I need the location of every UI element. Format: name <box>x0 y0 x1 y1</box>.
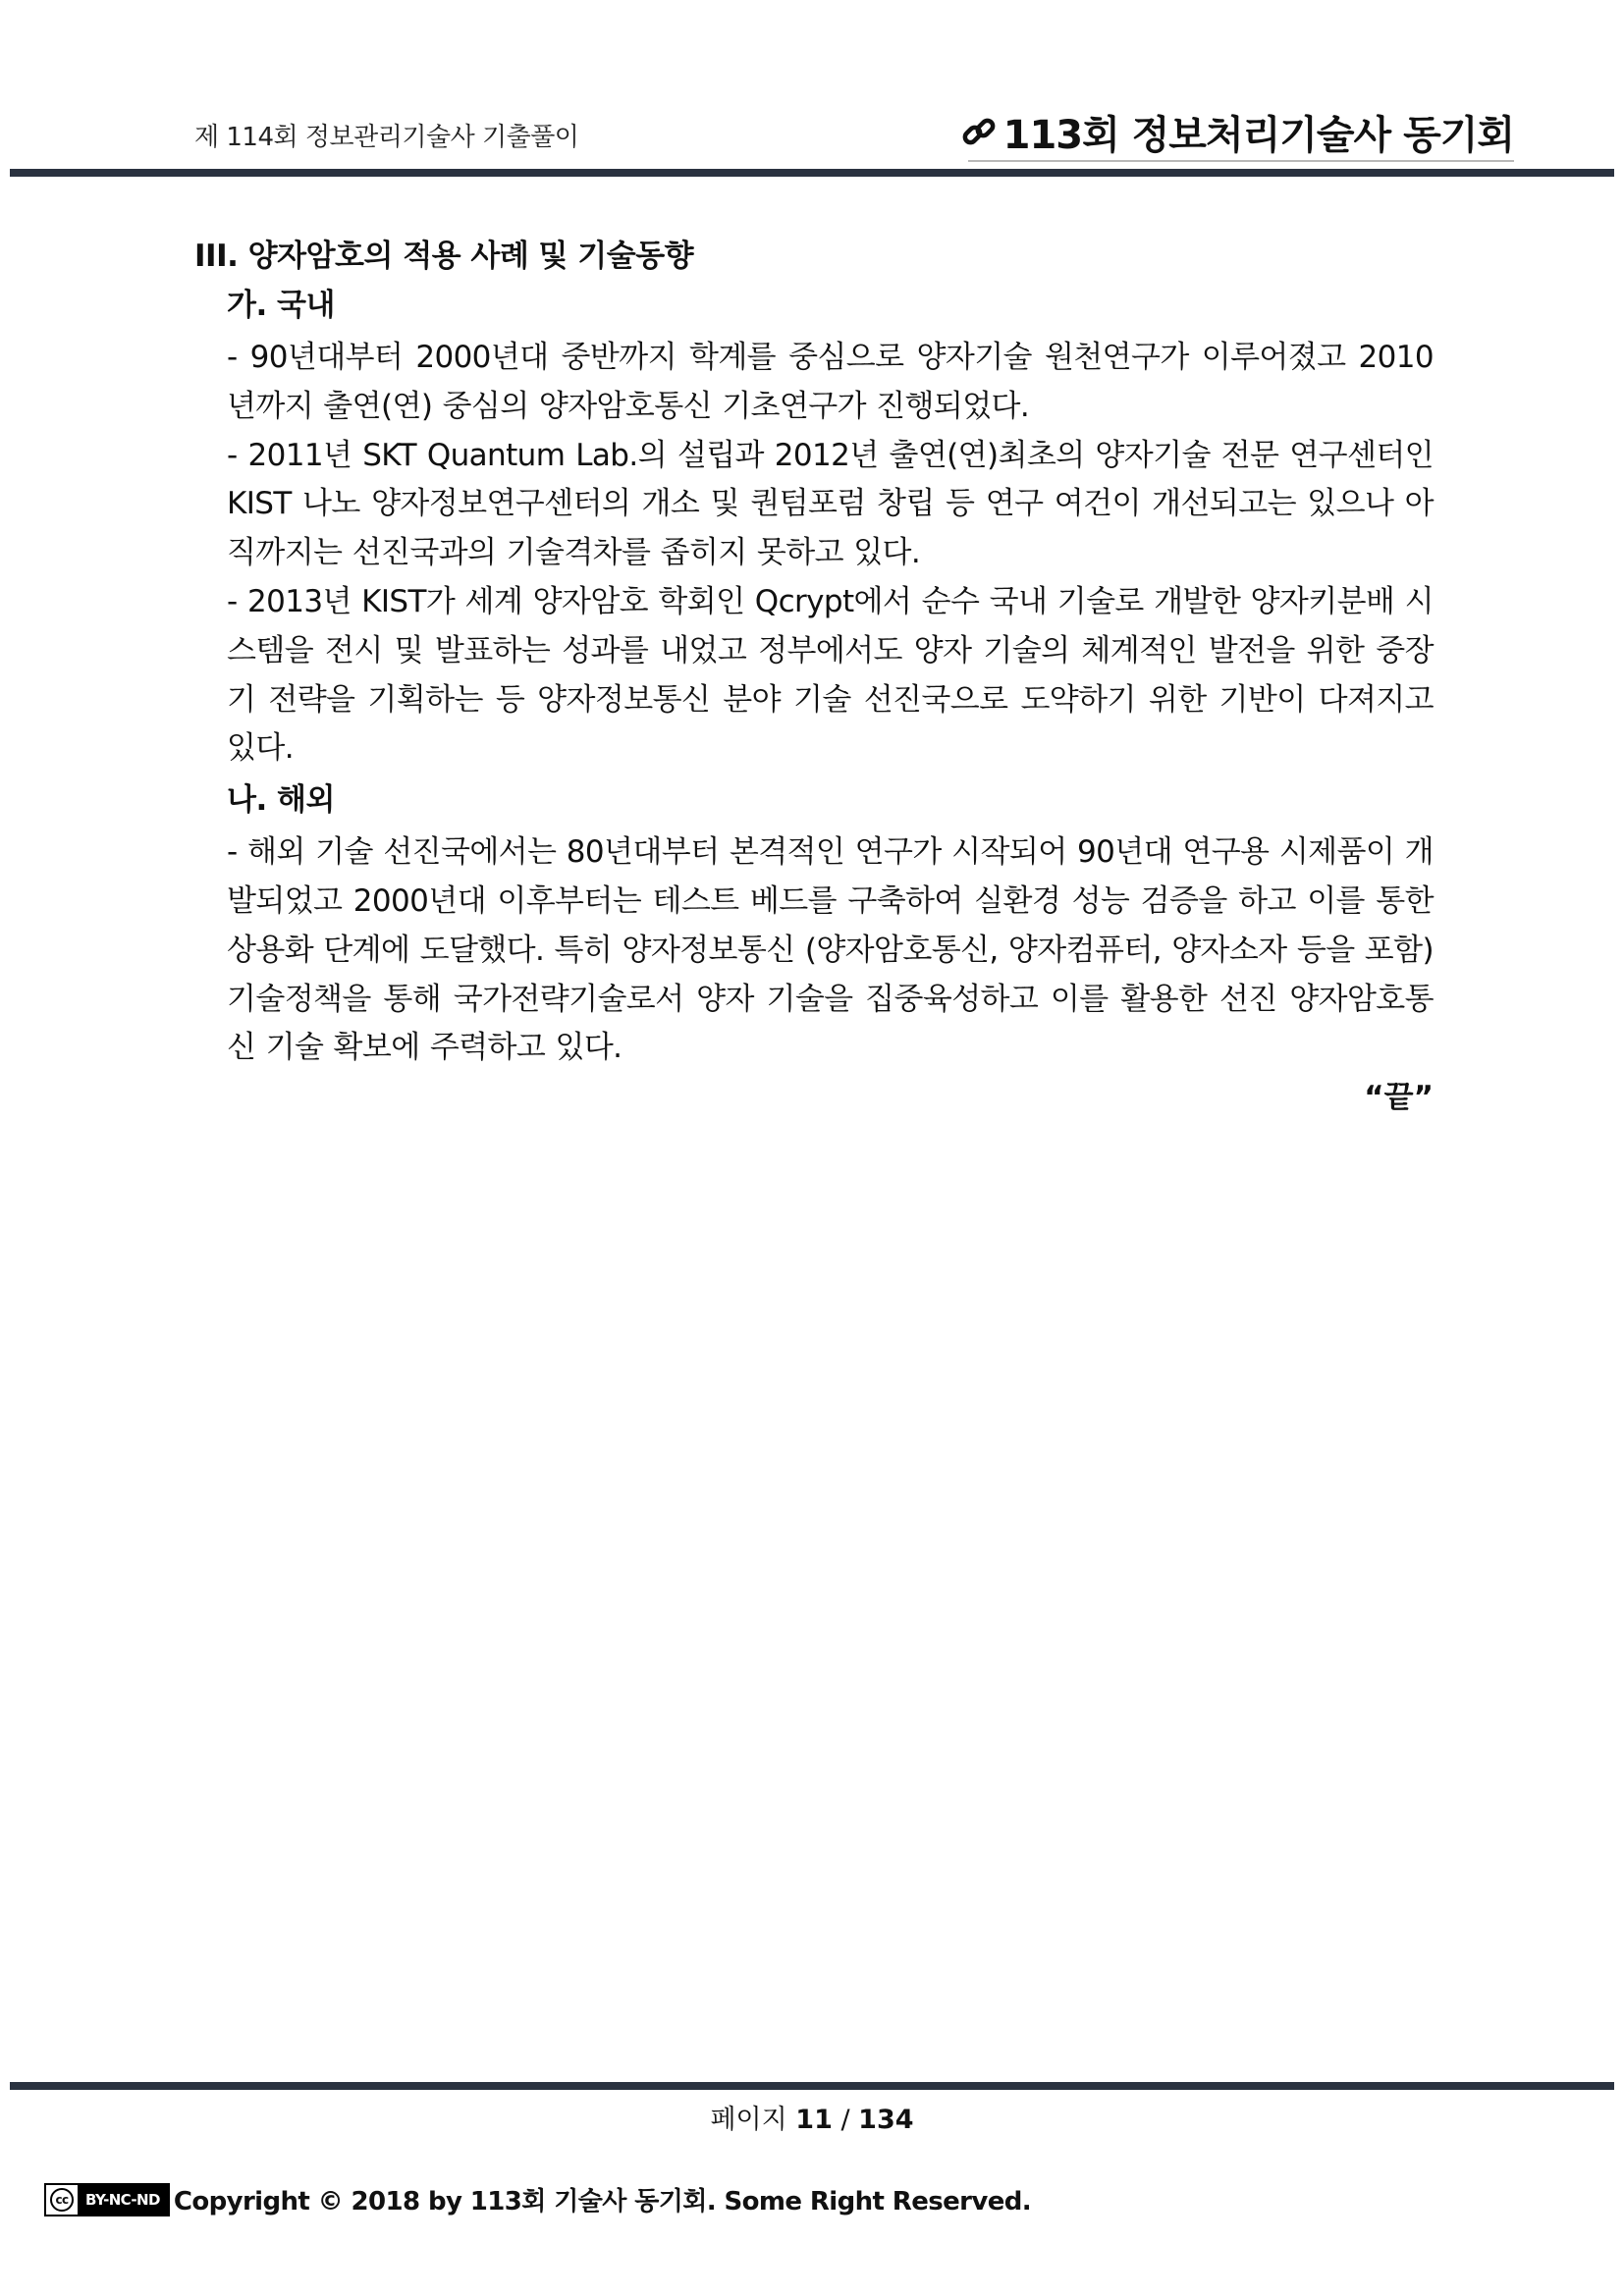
page-number <box>0 2098 1624 2136</box>
license-terms: BY-NC-ND <box>78 2185 168 2215</box>
overseas-paragraph: - 해외 기술 선진국에서는 80년대부터 본격적인 연구가 시작되어 90년대 연구용 시제품이 개발되었고 2000년대 이후부터는 테스트 베드를 구축하여 실환경 성능 검증을 하고 이를 통한 상용화 단계에 도달했다. 특히 양자정보통신 (양자암호통신, 양자컴퓨터, 양자소자 등을 포함) 기술정책을 통해 국가전략기술로서 양자 기술을 집중육성하고 이를 활용한 선진 양자암호통신 기술 확보에 주력하고 있다. <box>227 834 1434 1066</box>
document-series-title: 제 114회 정보관리기술사 기출풀이 <box>194 123 579 152</box>
domestic-paragraph: - 2013년 KIST가 세계 양자암호 학회인 Qcrypt에서 순수 국내 기술로 개발한 양자키분배 시스템을 전시 및 발표하는 성과를 내었고 정부에서도 양자 기술의 체계적인 발전을 위한 중장기 전략을 기획하는 등 양자정보통신 분야 기술 선진국으로 도약하기 위한 기반이 다져지고 있다. <box>227 583 1434 767</box>
page-separator: / <box>840 2105 850 2135</box>
domestic-paragraph: - 90년대부터 2000년대 중반까지 학계를 중심으로 양자기술 원천연구가 이루어졌고 2010년까지 출연(연) 중심의 양자암호통신 기초연구가 진행되었다. <box>227 340 1434 424</box>
domestic-paragraph: - 2011년 SKT Quantum Lab.의 설립과 2012년 출연(연)최초의 양자기술 전문 연구센터인 KIST 나노 양자정보연구센터의 개소 및 퀀텀포럼 창립 등 연구 여건이 개선되고는 있으나 아직까지는 선진국과의 기술격차를 좁히지 못하고 있다. <box>227 437 1434 571</box>
document-body <box>194 236 1434 1122</box>
copyright-line <box>44 2181 1031 2217</box>
end-mark: “끝” <box>1364 1080 1434 1116</box>
page-total: 134 <box>858 2105 914 2135</box>
copyright-text: Copyright © 2018 by 113회 기술사 동기회. Some Right Reserved. <box>173 2187 1032 2216</box>
cc-license-badge <box>44 2183 170 2216</box>
domestic-heading: 가. 국내 <box>227 288 335 323</box>
group-name: 113회 정보처리기술사 동기회 <box>1002 113 1514 158</box>
footer-divider <box>10 2082 1614 2090</box>
page-label: 페이지 <box>710 2105 787 2135</box>
link-icon <box>958 111 1001 154</box>
header-divider <box>10 169 1614 177</box>
cc-icon: cc <box>50 2188 74 2212</box>
group-brand <box>958 104 1514 160</box>
brand-underline <box>968 160 1514 162</box>
page-current: 11 <box>795 2105 833 2135</box>
section-title: III. 양자암호의 적용 사례 및 기술동향 <box>194 239 694 274</box>
overseas-heading: 나. 해외 <box>227 782 335 819</box>
